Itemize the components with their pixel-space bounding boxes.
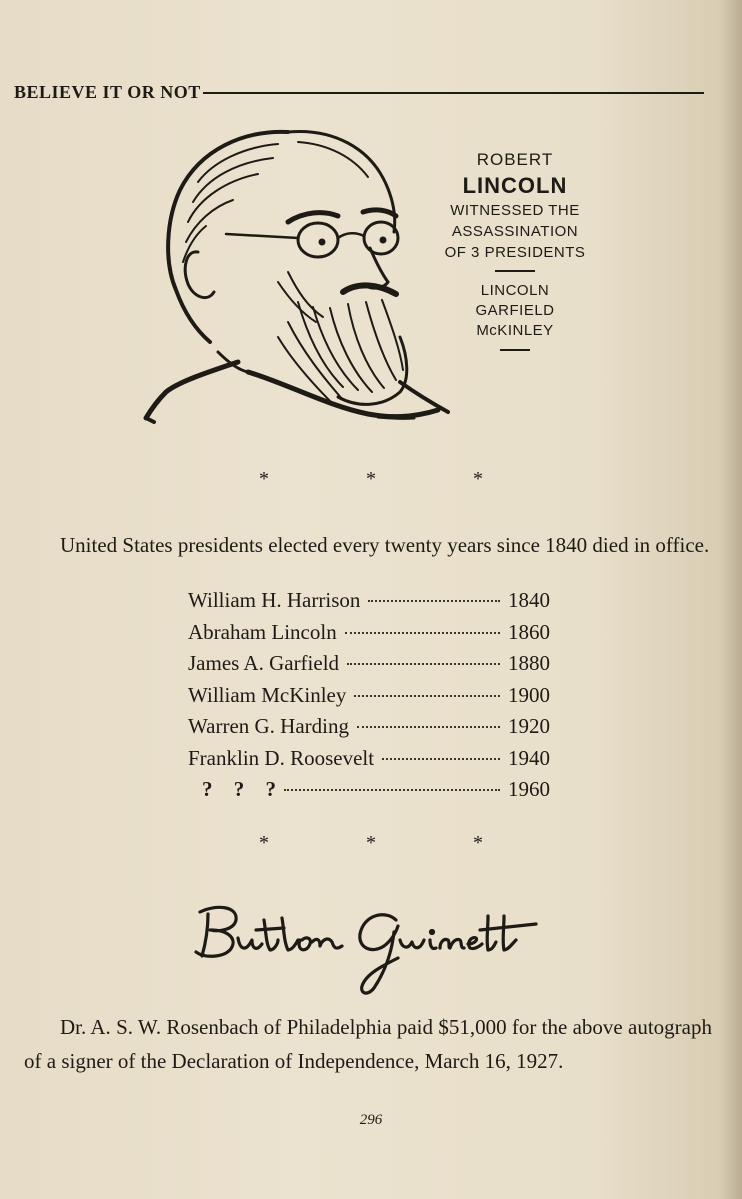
caption-end-divider	[500, 349, 530, 351]
president-name-unknown: ? ? ?	[202, 777, 276, 801]
leader-dots	[345, 632, 500, 634]
leader-dots	[347, 663, 500, 665]
list-item	[188, 683, 550, 715]
leader-dots	[357, 726, 500, 728]
caption-lincoln: LINCOLN	[462, 173, 568, 198]
header-title: BELIEVE IT OR NOT	[14, 81, 201, 102]
election-year: 1900	[508, 682, 550, 707]
list-item	[188, 620, 550, 652]
caption-of-3-presidents: OF 3 PRESIDENTS	[444, 244, 586, 261]
caption-name-mckinley: McKINLEY	[476, 322, 554, 339]
list-item	[188, 714, 550, 746]
portrait-caption	[430, 148, 600, 360]
presidents-intro: United States presidents elected every twenty years since 1840 died in office.	[60, 533, 710, 557]
header-rule	[203, 92, 704, 94]
caption-name-garfield: GARFIELD	[475, 302, 555, 319]
running-header	[14, 80, 704, 104]
leader-dots	[284, 789, 500, 791]
president-name: William McKinley	[188, 682, 347, 707]
caption-witnessed: WITNESSED THE	[450, 202, 580, 219]
caption-assassination: ASSASSINATION	[451, 223, 579, 240]
list-item	[188, 777, 550, 809]
president-name: Abraham Lincoln	[188, 619, 337, 644]
page-number: 296	[359, 1112, 383, 1128]
president-name: James A. Garfield	[188, 651, 340, 675]
election-year: 1860	[508, 619, 550, 644]
president-name: William H. Harrison	[188, 588, 361, 612]
list-item	[188, 651, 550, 683]
election-year: 1960	[508, 777, 550, 801]
caption-name-lincoln: LINCOLN	[480, 282, 550, 299]
leader-dots	[368, 600, 500, 602]
presidents-list	[188, 588, 550, 809]
election-year: 1840	[508, 588, 550, 612]
list-item	[188, 588, 550, 620]
president-name: Warren G. Harding	[188, 714, 349, 738]
caption-robert: ROBERT	[476, 150, 554, 169]
election-year: 1940	[508, 745, 550, 770]
leader-dots	[382, 758, 500, 760]
list-item	[188, 746, 550, 778]
president-name: Franklin D. Roosevelt	[188, 745, 375, 770]
leader-dots	[354, 695, 500, 697]
button-gwinnett-signature	[186, 900, 556, 1000]
election-year: 1920	[508, 714, 550, 738]
robert-lincoln-portrait	[138, 122, 458, 432]
autograph-paragraph: Dr. A. S. W. Rosenbach of Philadelphia paid $51,000 for the above autograph of a signer of the Declaration of Independence, March 16, 1927.	[24, 1015, 712, 1073]
election-year: 1880	[508, 651, 550, 675]
section-separator-2: * * *	[259, 832, 529, 854]
caption-divider	[495, 270, 535, 272]
section-separator-1: * * *	[259, 468, 529, 490]
